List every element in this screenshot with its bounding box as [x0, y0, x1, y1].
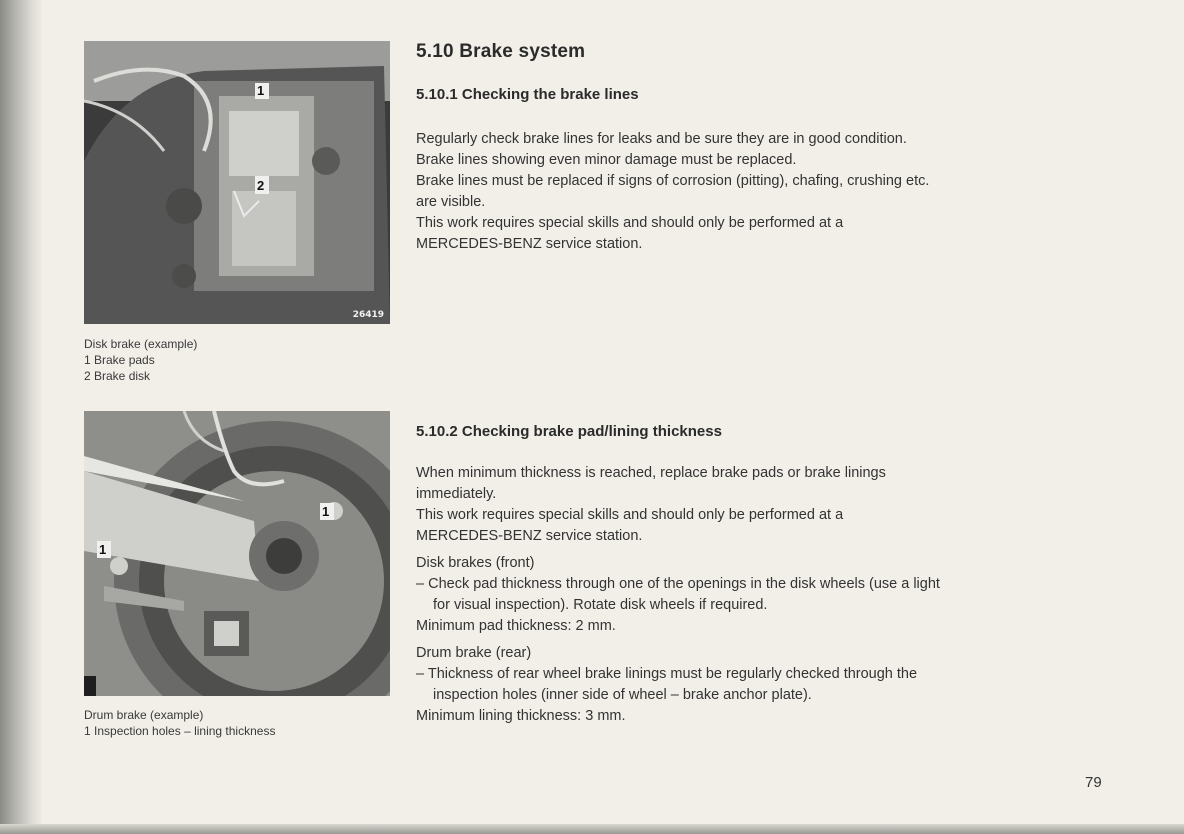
- list-item: – Thickness of rear wheel brake linings must be regularly checked through the: [416, 666, 918, 682]
- paragraph-line: Brake lines must be replaced if signs of corrosion (pitting), chafing, crushing etc.: [416, 173, 930, 189]
- pad-thickness-text: [416, 463, 1136, 727]
- brake-lines-text: [416, 129, 1136, 255]
- drum-brake-caption: [84, 707, 275, 739]
- photo-id: 26419: [352, 310, 384, 320]
- paragraph-line: When minimum thickness is reached, replace brake pads or brake linings: [416, 465, 886, 481]
- drum-brake-label: Drum brake (rear): [416, 645, 532, 661]
- minimum-lining-thickness: Minimum lining thickness: 3 mm.: [416, 708, 626, 724]
- list-item-continuation: for visual inspection). Rotate disk wheels if required.: [433, 597, 768, 613]
- paragraph-line: Brake lines showing even minor damage must be replaced.: [416, 152, 797, 168]
- page-binding-shadow: [0, 0, 42, 834]
- caption-title: Drum brake (example): [84, 708, 204, 722]
- caption-item: 1 Brake pads: [84, 353, 155, 367]
- disk-brake-photo: [84, 41, 390, 324]
- caption-item: 2 Brake disk: [84, 369, 151, 383]
- paragraph-line: immediately.: [416, 486, 497, 502]
- disk-brakes-label: Disk brakes (front): [416, 555, 535, 571]
- paragraph-line: This work requires special skills and should only be performed at a: [416, 507, 844, 523]
- paragraph-line: Regularly check brake lines for leaks and be sure they are in good condition.: [416, 131, 907, 147]
- list-item-continuation: inspection holes (inner side of wheel – brake anchor plate).: [433, 687, 812, 703]
- minimum-pad-thickness: Minimum pad thickness: 2 mm.: [416, 618, 616, 634]
- caption-title: Disk brake (example): [84, 337, 198, 351]
- callout-2-label: 2: [257, 178, 265, 193]
- paragraph-line: MERCEDES-BENZ service station.: [416, 528, 643, 544]
- paragraph-line: MERCEDES-BENZ service station.: [416, 236, 643, 252]
- subsection-heading: 5.10.2 Checking brake pad/lining thickness: [416, 423, 722, 440]
- subsection-heading: 5.10.1 Checking the brake lines: [416, 86, 639, 103]
- drum-brake-photo: [84, 411, 390, 696]
- paragraph-line: This work requires special skills and should only be performed at a: [416, 215, 844, 231]
- list-item: – Check pad thickness through one of the openings in the disk wheels (use a light: [416, 576, 940, 592]
- page-number: 79: [1085, 774, 1102, 791]
- callout-1-label: 1: [322, 504, 330, 519]
- caption-item: 1 Inspection holes – lining thickness: [84, 724, 276, 738]
- paragraph-line: are visible.: [416, 194, 486, 210]
- disk-brake-caption: [84, 336, 197, 384]
- page-bottom-edge: [0, 824, 1184, 834]
- section-heading: 5.10 Brake system: [416, 41, 586, 62]
- callout-1-label: 1: [99, 542, 107, 557]
- callout-1-label: 1: [257, 83, 265, 98]
